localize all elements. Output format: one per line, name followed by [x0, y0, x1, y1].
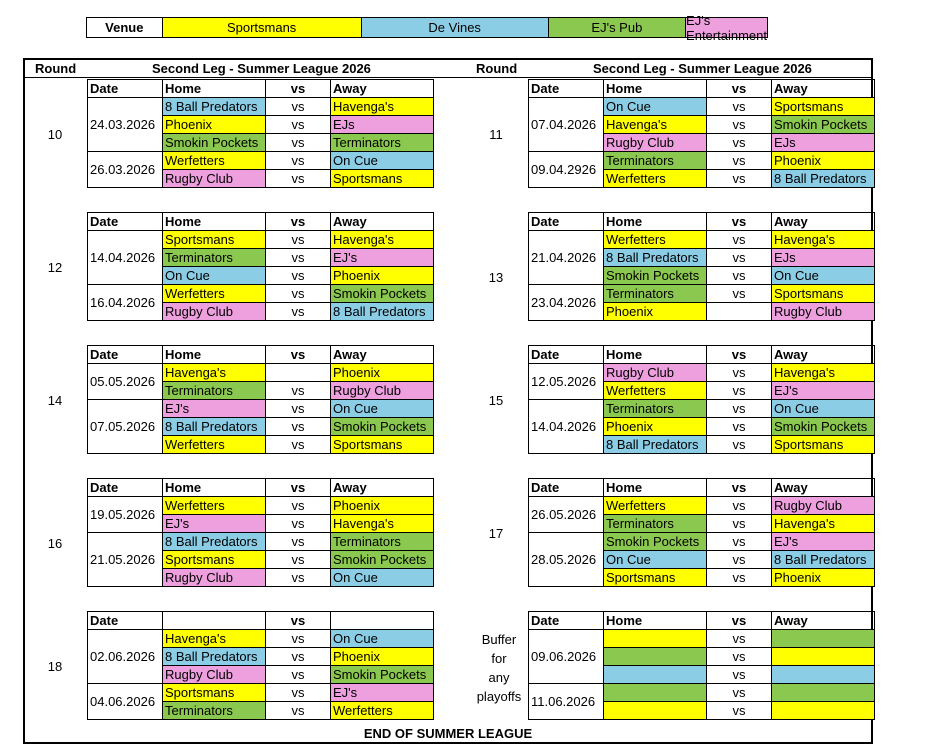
- vs-label: vs: [266, 134, 331, 152]
- vs-header: vs: [707, 346, 772, 364]
- date-header: Date: [529, 80, 604, 98]
- round-fixture-table: [528, 212, 875, 321]
- away-team: EJs: [772, 134, 875, 152]
- table-header-row: [529, 479, 875, 497]
- away-header: Away: [331, 479, 434, 497]
- round-number: 13: [488, 270, 504, 285]
- away-team: Smokin Pockets: [331, 418, 434, 436]
- legend-venue-label: Venue: [87, 18, 163, 37]
- home-header: Home: [604, 80, 707, 98]
- table-row: [529, 400, 875, 418]
- home-team: Werfetters: [163, 497, 266, 515]
- home-team: Terminators: [604, 400, 707, 418]
- match-date: 26.03.2026: [88, 152, 163, 188]
- vs-label: vs: [707, 702, 772, 720]
- away-team: Sportsmans: [772, 436, 875, 454]
- date-header: Date: [88, 213, 163, 231]
- table-header-row: [529, 213, 875, 231]
- away-team: Werfetters: [331, 702, 434, 720]
- vs-label: vs: [707, 152, 772, 170]
- vs-header: vs: [707, 612, 772, 630]
- match-date: 28.05.2026: [529, 533, 604, 587]
- vs-header: vs: [266, 80, 331, 98]
- date-header: Date: [88, 80, 163, 98]
- away-team: EJs: [331, 116, 434, 134]
- vs-header: vs: [266, 213, 331, 231]
- vs-label: vs: [707, 382, 772, 400]
- home-team: 8 Ball Predators: [163, 418, 266, 436]
- home-team: On Cue: [604, 551, 707, 569]
- away-team: Havenga's: [772, 515, 875, 533]
- home-team: Werfetters: [604, 231, 707, 249]
- home-header: Home: [604, 213, 707, 231]
- away-team: Phoenix: [331, 497, 434, 515]
- table-row: [529, 231, 875, 249]
- home-team: Rugby Club: [604, 364, 707, 382]
- home-team: Sportsmans: [163, 231, 266, 249]
- home-team: 8 Ball Predators: [604, 249, 707, 267]
- home-header: Home: [163, 346, 266, 364]
- vs-label: vs: [266, 400, 331, 418]
- away-team: Phoenix: [331, 364, 434, 382]
- home-team: Rugby Club: [163, 569, 266, 587]
- match-date: 23.04.2026: [529, 285, 604, 321]
- home-team: Smokin Pockets: [163, 134, 266, 152]
- match-date: 11.06.2026: [529, 684, 604, 720]
- table-row: [88, 630, 434, 648]
- vs-label: vs: [266, 98, 331, 116]
- away-team: Smokin Pockets: [772, 116, 875, 134]
- home-team: Terminators: [163, 249, 266, 267]
- venue-legend: [86, 12, 768, 43]
- table-row: [88, 364, 434, 382]
- vs-label: vs: [707, 684, 772, 702]
- round-number: 15: [488, 393, 504, 408]
- vs-label: vs: [266, 152, 331, 170]
- match-date: 21.04.2026: [529, 231, 604, 285]
- vs-label: vs: [707, 231, 772, 249]
- vs-label: vs: [266, 497, 331, 515]
- away-team: On Cue: [331, 630, 434, 648]
- vs-label: vs: [707, 267, 772, 285]
- home-team: Sportsmans: [163, 551, 266, 569]
- match-date: 14.04.2026: [88, 231, 163, 285]
- round-header-left: Round: [35, 61, 77, 76]
- vs-label: vs: [266, 684, 331, 702]
- match-date: 19.05.2026: [88, 497, 163, 533]
- match-date: 07.04.2026: [529, 98, 604, 152]
- round-number: 18: [47, 659, 63, 674]
- title-left: Second Leg - Summer League 2026: [152, 61, 371, 76]
- round-fixture-table: [87, 79, 434, 188]
- home-team: [604, 648, 707, 666]
- home-team: EJ's: [163, 515, 266, 533]
- vs-header: vs: [707, 213, 772, 231]
- home-team: Rugby Club: [163, 666, 266, 684]
- vs-label: vs: [266, 569, 331, 587]
- away-team: [772, 702, 875, 720]
- home-team: Terminators: [163, 382, 266, 400]
- away-team: Rugby Club: [772, 303, 875, 321]
- home-team: Werfetters: [163, 285, 266, 303]
- home-team: Phoenix: [604, 303, 707, 321]
- home-team: Sportsmans: [604, 569, 707, 587]
- away-team: Sportsmans: [772, 285, 875, 303]
- vs-label: vs: [266, 418, 331, 436]
- vs-label: vs: [266, 249, 331, 267]
- match-date: 05.05.2026: [88, 364, 163, 400]
- table-header-row: [88, 80, 434, 98]
- table-row: [88, 231, 434, 249]
- buffer-note: [470, 630, 528, 706]
- away-team: [772, 630, 875, 648]
- buffer-line: Buffer: [481, 632, 517, 647]
- away-team: Havenga's: [331, 231, 434, 249]
- table-row: [88, 98, 434, 116]
- away-team: EJ's: [772, 382, 875, 400]
- match-date: 26.05.2026: [529, 497, 604, 533]
- match-date: 21.05.2026: [88, 533, 163, 587]
- vs-label: [707, 303, 772, 321]
- date-header: Date: [529, 479, 604, 497]
- home-team: 8 Ball Predators: [163, 533, 266, 551]
- away-team: Havenga's: [331, 98, 434, 116]
- away-team: 8 Ball Predators: [772, 551, 875, 569]
- table-row: [529, 285, 875, 303]
- vs-label: vs: [266, 630, 331, 648]
- home-team: Terminators: [163, 702, 266, 720]
- vs-label: vs: [707, 170, 772, 188]
- table-row: [529, 152, 875, 170]
- vs-label: vs: [266, 515, 331, 533]
- home-header: Home: [604, 612, 707, 630]
- away-header: Away: [331, 80, 434, 98]
- away-team: EJ's: [772, 533, 875, 551]
- home-team: Werfetters: [604, 170, 707, 188]
- home-team: EJ's: [163, 400, 266, 418]
- vs-label: vs: [707, 418, 772, 436]
- vs-label: vs: [707, 249, 772, 267]
- vs-label: vs: [707, 630, 772, 648]
- away-team: Rugby Club: [772, 497, 875, 515]
- table-row: [88, 533, 434, 551]
- away-team: EJ's: [331, 684, 434, 702]
- home-team: Sportsmans: [163, 684, 266, 702]
- match-date: 02.06.2026: [88, 630, 163, 684]
- match-date: 12.05.2026: [529, 364, 604, 400]
- home-team: Phoenix: [604, 418, 707, 436]
- away-header: Away: [772, 612, 875, 630]
- legend-ejs-pub: EJ's Pub: [549, 18, 686, 37]
- vs-label: vs: [266, 303, 331, 321]
- vs-header: vs: [266, 612, 331, 630]
- home-team: On Cue: [604, 98, 707, 116]
- home-team: 8 Ball Predators: [163, 648, 266, 666]
- away-team: Smokin Pockets: [331, 551, 434, 569]
- round-number: 12: [47, 260, 63, 275]
- away-team: Phoenix: [772, 152, 875, 170]
- vs-label: vs: [707, 648, 772, 666]
- vs-label: vs: [266, 436, 331, 454]
- round-number: 17: [488, 526, 504, 541]
- home-header: [163, 612, 266, 630]
- date-header: Date: [529, 346, 604, 364]
- away-header: Away: [772, 213, 875, 231]
- away-team: On Cue: [772, 267, 875, 285]
- table-header-row: [88, 346, 434, 364]
- vs-label: vs: [707, 436, 772, 454]
- home-team: [604, 630, 707, 648]
- away-team: Smokin Pockets: [772, 418, 875, 436]
- away-team: Phoenix: [331, 648, 434, 666]
- home-team: Rugby Club: [163, 303, 266, 321]
- home-team: Havenga's: [163, 364, 266, 382]
- away-team: 8 Ball Predators: [331, 303, 434, 321]
- away-team: Phoenix: [772, 569, 875, 587]
- away-team: Havenga's: [772, 231, 875, 249]
- away-team: Havenga's: [772, 364, 875, 382]
- home-team: Phoenix: [163, 116, 266, 134]
- match-date: 24.03.2026: [88, 98, 163, 152]
- home-header: Home: [604, 346, 707, 364]
- home-header: Home: [163, 80, 266, 98]
- table-row: [529, 98, 875, 116]
- table-row: [529, 364, 875, 382]
- table-row: [88, 400, 434, 418]
- away-team: On Cue: [331, 569, 434, 587]
- header-divider: [23, 77, 873, 78]
- home-team: Werfetters: [163, 152, 266, 170]
- home-team: [604, 702, 707, 720]
- away-team: On Cue: [331, 400, 434, 418]
- away-team: [772, 684, 875, 702]
- away-team: EJs: [772, 249, 875, 267]
- vs-label: vs: [707, 285, 772, 303]
- table-header-row: [529, 80, 875, 98]
- table-row: [529, 497, 875, 515]
- match-date: 09.04.2926: [529, 152, 604, 188]
- away-header: [331, 612, 434, 630]
- away-header: Away: [772, 80, 875, 98]
- table-row: [88, 152, 434, 170]
- vs-header: vs: [707, 80, 772, 98]
- title-right: Second Leg - Summer League 2026: [593, 61, 812, 76]
- vs-label: vs: [707, 551, 772, 569]
- away-team: On Cue: [331, 152, 434, 170]
- home-team: Terminators: [604, 515, 707, 533]
- table-header-row: [88, 479, 434, 497]
- vs-label: vs: [266, 231, 331, 249]
- home-team: Havenga's: [604, 116, 707, 134]
- round-fixture-table: [528, 345, 875, 454]
- home-team: On Cue: [163, 267, 266, 285]
- away-team: Terminators: [331, 134, 434, 152]
- vs-label: [266, 364, 331, 382]
- table-row: [88, 285, 434, 303]
- match-date: 14.04.2026: [529, 400, 604, 454]
- vs-label: vs: [707, 497, 772, 515]
- vs-label: vs: [707, 569, 772, 587]
- date-header: Date: [529, 213, 604, 231]
- vs-header: vs: [266, 479, 331, 497]
- vs-label: vs: [266, 170, 331, 188]
- away-team: Terminators: [331, 533, 434, 551]
- vs-label: vs: [266, 648, 331, 666]
- round-fixture-table: [87, 478, 434, 587]
- round-number: 11: [489, 127, 503, 142]
- away-team: Sportsmans: [331, 170, 434, 188]
- home-header: Home: [163, 213, 266, 231]
- away-team: [772, 666, 875, 684]
- home-team: Werfetters: [604, 497, 707, 515]
- round-number: 10: [47, 127, 63, 142]
- vs-header: vs: [707, 479, 772, 497]
- away-header: Away: [772, 479, 875, 497]
- date-header: Date: [88, 479, 163, 497]
- table-row: [529, 533, 875, 551]
- table-row: [529, 630, 875, 648]
- date-header: Date: [88, 612, 163, 630]
- home-header: Home: [604, 479, 707, 497]
- vs-label: vs: [266, 116, 331, 134]
- table-header-row: [529, 612, 875, 630]
- bottom-border: [23, 742, 873, 744]
- home-team: Terminators: [604, 152, 707, 170]
- away-team: Phoenix: [331, 267, 434, 285]
- round-fixture-table: [528, 79, 875, 188]
- vs-label: vs: [707, 515, 772, 533]
- away-team: EJ's: [331, 249, 434, 267]
- vs-label: vs: [707, 134, 772, 152]
- away-team: Rugby Club: [331, 382, 434, 400]
- home-team: Werfetters: [604, 382, 707, 400]
- home-team: Smokin Pockets: [604, 267, 707, 285]
- home-header: Home: [163, 479, 266, 497]
- vs-label: vs: [707, 364, 772, 382]
- home-team: Werfetters: [163, 436, 266, 454]
- away-team: Sportsmans: [772, 98, 875, 116]
- table-row: [529, 684, 875, 702]
- away-team: Sportsmans: [331, 436, 434, 454]
- home-team: Terminators: [604, 285, 707, 303]
- buffer-line: for: [491, 651, 507, 666]
- match-date: 09.06.2026: [529, 630, 604, 684]
- vs-label: vs: [266, 267, 331, 285]
- away-header: Away: [331, 346, 434, 364]
- home-team: [604, 666, 707, 684]
- vs-label: vs: [707, 400, 772, 418]
- round-fixture-table: [87, 345, 434, 454]
- away-team: Smokin Pockets: [331, 666, 434, 684]
- legend-de-vines: De Vines: [362, 18, 549, 37]
- away-team: [772, 648, 875, 666]
- match-date: 04.06.2026: [88, 684, 163, 720]
- legend-sportsmans: Sportsmans: [163, 18, 362, 37]
- vs-label: vs: [707, 666, 772, 684]
- vs-label: vs: [266, 285, 331, 303]
- home-team: Rugby Club: [604, 134, 707, 152]
- date-header: Date: [529, 612, 604, 630]
- match-date: 07.05.2026: [88, 400, 163, 454]
- round-number: 14: [47, 393, 63, 408]
- away-team: Havenga's: [331, 515, 434, 533]
- table-header-row: [529, 346, 875, 364]
- vs-label: vs: [266, 551, 331, 569]
- round-fixture-table: [87, 212, 434, 321]
- date-header: Date: [88, 346, 163, 364]
- vs-label: vs: [266, 702, 331, 720]
- round-number: 16: [47, 536, 63, 551]
- vs-header: vs: [266, 346, 331, 364]
- round-fixture-table: [87, 611, 434, 720]
- home-team: 8 Ball Predators: [604, 436, 707, 454]
- round-fixture-table: [528, 478, 875, 587]
- home-team: Smokin Pockets: [604, 533, 707, 551]
- away-header: Away: [772, 346, 875, 364]
- home-team: Rugby Club: [163, 170, 266, 188]
- home-team: [604, 684, 707, 702]
- table-header-row: [88, 612, 434, 630]
- away-team: Smokin Pockets: [331, 285, 434, 303]
- away-header: Away: [331, 213, 434, 231]
- round-header-right: Round: [476, 61, 518, 76]
- legend-ejs-entertainment: EJ's Entertainment: [686, 12, 767, 43]
- match-date: 16.04.2026: [88, 285, 163, 321]
- buffer-line: playoffs: [476, 689, 522, 704]
- vs-label: vs: [266, 533, 331, 551]
- vs-label: vs: [707, 533, 772, 551]
- away-team: On Cue: [772, 400, 875, 418]
- end-of-league-label: END OF SUMMER LEAGUE: [363, 726, 533, 741]
- table-row: [88, 684, 434, 702]
- round-fixture-table: [528, 611, 875, 720]
- home-team: Havenga's: [163, 630, 266, 648]
- away-team: 8 Ball Predators: [772, 170, 875, 188]
- home-team: 8 Ball Predators: [163, 98, 266, 116]
- vs-label: vs: [707, 116, 772, 134]
- table-header-row: [88, 213, 434, 231]
- vs-label: vs: [707, 98, 772, 116]
- buffer-line: any: [488, 670, 510, 685]
- vs-label: vs: [266, 382, 331, 400]
- vs-label: vs: [266, 666, 331, 684]
- table-row: [88, 497, 434, 515]
